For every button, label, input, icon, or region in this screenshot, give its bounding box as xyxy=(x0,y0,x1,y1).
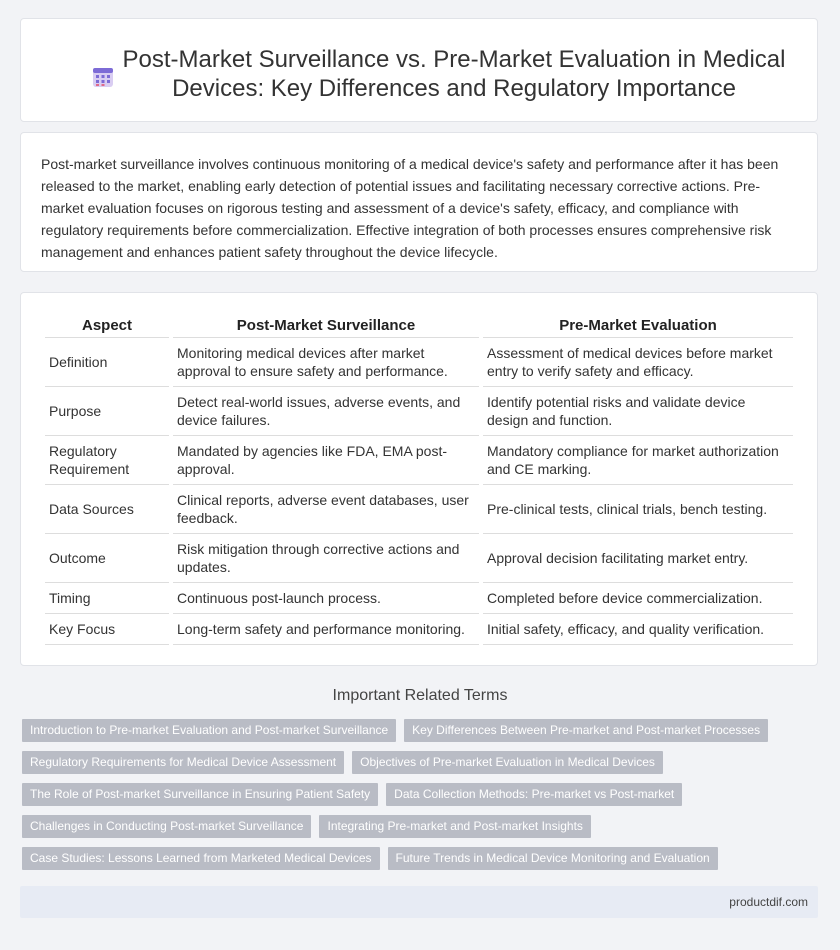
cell-post-market: Detect real-world issues, adverse events, and device failures. xyxy=(173,387,479,436)
related-term-link[interactable]: Objectives of Pre-market Evaluation in Medical Devices xyxy=(352,751,663,774)
comparison-table-card xyxy=(20,292,818,666)
header-aspect: Aspect xyxy=(45,315,169,338)
cell-pre-market: Identify potential risks and validate device design and function. xyxy=(483,387,793,436)
cell-aspect: Purpose xyxy=(45,387,169,436)
cell-pre-market: Approval decision facilitating market entry. xyxy=(483,534,793,583)
related-term-link[interactable]: The Role of Post-market Surveillance in Ensuring Patient Safety xyxy=(22,783,378,806)
related-term-link[interactable]: Case Studies: Lessons Learned from Marketed Medical Devices xyxy=(22,847,380,870)
cell-aspect: Data Sources xyxy=(45,485,169,534)
cell-aspect: Key Focus xyxy=(45,614,169,645)
summary-paragraph: Post-market surveillance involves continuous monitoring of a medical device's safety and performance after it has been released to the market, enabling early detection of potential issues and facilitating necessary corrective actions. Pre-market evaluation focuses on rigorous testing and assessment of a device's safety, efficacy, and compliance with regulatory requirements before commercialization. Effective integration of both processes ensures comprehensive risk management and enhances patient safety throughout the device lifecycle. xyxy=(41,156,779,260)
table-row xyxy=(45,583,793,614)
related-term-link[interactable]: Data Collection Methods: Pre-market vs Post-market xyxy=(386,783,682,806)
calendar-grid-icon xyxy=(91,65,115,89)
cell-pre-market: Initial safety, efficacy, and quality verification. xyxy=(483,614,793,645)
table-row xyxy=(45,436,793,485)
related-term-link[interactable]: Introduction to Pre-market Evaluation and Post-market Surveillance xyxy=(22,719,396,742)
table-row xyxy=(45,387,793,436)
summary-card xyxy=(20,132,818,272)
cell-post-market: Clinical reports, adverse event databases, user feedback. xyxy=(173,485,479,534)
table-row xyxy=(45,338,793,387)
cell-aspect: Outcome xyxy=(45,534,169,583)
related-terms-list xyxy=(22,719,822,879)
cell-aspect: Definition xyxy=(45,338,169,387)
cell-post-market: Long-term safety and performance monitoring. xyxy=(173,614,479,645)
related-term-link[interactable]: Future Trends in Medical Device Monitoring and Evaluation xyxy=(388,847,718,870)
comparison-table xyxy=(41,315,797,645)
cell-pre-market: Completed before device commercialization. xyxy=(483,583,793,614)
cell-aspect: Regulatory Requirement xyxy=(45,436,169,485)
related-term-link[interactable]: Challenges in Conducting Post-market Surveillance xyxy=(22,815,311,838)
header-post-market: Post-Market Surveillance xyxy=(173,315,479,338)
cell-post-market: Risk mitigation through corrective actions and updates. xyxy=(173,534,479,583)
page-title: Post-Market Surveillance vs. Pre-Market Evaluation in Medical Devices: Key Differences and Regulatory Importance xyxy=(122,46,786,102)
table-row xyxy=(45,534,793,583)
cell-pre-market: Pre-clinical tests, clinical trials, bench testing. xyxy=(483,485,793,534)
cell-post-market: Monitoring medical devices after market approval to ensure safety and performance. xyxy=(173,338,479,387)
header-pre-market: Pre-Market Evaluation xyxy=(483,315,793,338)
related-term-link[interactable]: Regulatory Requirements for Medical Device Assessment xyxy=(22,751,344,774)
cell-post-market: Continuous post-launch process. xyxy=(173,583,479,614)
related-terms-heading: Important Related Terms xyxy=(332,687,508,704)
cell-pre-market: Assessment of medical devices before market entry to verify safety and efficacy. xyxy=(483,338,793,387)
table-row xyxy=(45,614,793,645)
related-term-link[interactable]: Integrating Pre-market and Post-market Insights xyxy=(319,815,590,838)
cell-pre-market: Mandatory compliance for market authorization and CE marking. xyxy=(483,436,793,485)
footer-bar xyxy=(20,886,818,918)
related-term-link[interactable]: Key Differences Between Pre-market and Post-market Processes xyxy=(404,719,768,742)
footer-site-link[interactable]: productdif.com xyxy=(729,895,808,909)
table-row xyxy=(45,485,793,534)
table-header-row xyxy=(45,315,793,338)
cell-post-market: Mandated by agencies like FDA, EMA post-approval. xyxy=(173,436,479,485)
cell-aspect: Timing xyxy=(45,583,169,614)
title-card xyxy=(20,18,818,122)
